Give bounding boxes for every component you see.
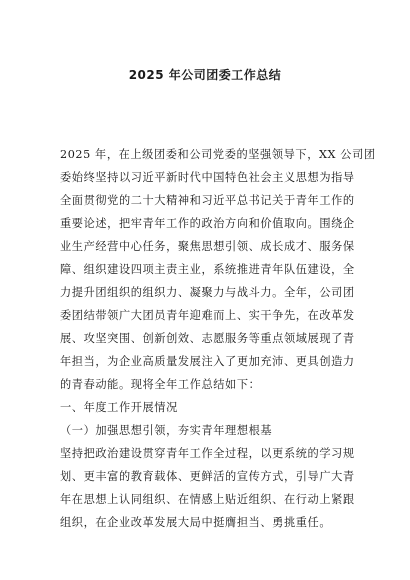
paragraph-line: 划、更丰富的教育载体、更鲜活的宣传方式，引导广大青 [60, 470, 355, 483]
paragraph-line: 业生产经营中心任务，聚焦思想引领、成长成才、服务保 [60, 240, 355, 253]
paragraph-line: 年担当，为企业高质量发展注入了更加充沛、更具创造力 [60, 355, 355, 368]
paragraph-line: 坚持把政治建设贯穿青年工作全过程，以更系统的学习规 [60, 447, 355, 460]
paragraph-line: 重要论述，把牢青年工作的政治方向和价值取向。围绕企 [60, 217, 355, 230]
paragraph-line: 2025 年，在上级团委和公司党委的坚强领导下，XX 公司团 [60, 148, 376, 161]
document-title: 2025 年公司团委工作总结 [128, 68, 282, 82]
paragraph-line: 委团结带领广大团员青年迎难而上、实干争先，在改革发 [60, 309, 355, 322]
paragraph-line: 委始终坚持以习近平新时代中国特色社会主义思想为指导 [60, 171, 355, 184]
paragraph-line: 的青春动能。现将全年工作总结如下： [60, 378, 261, 391]
paragraph-intro [60, 143, 376, 534]
paragraph-line: 障、组织建设四项主责主业，系统推进青年队伍建设，全 [60, 263, 355, 276]
paragraph-line: 力提升团组织的组织力、凝聚力与战斗力。全年，公司团 [60, 286, 355, 299]
paragraph-line: 组织，在企业改革发展大局中挺膺担当、勇挑重任。 [60, 516, 332, 529]
subsection-heading: （一）加强思想引领，夯实青年理想根基 [60, 424, 273, 437]
paragraph-line: 展、攻坚突围、创新创效、志愿服务等重点领域展现了青 [60, 332, 355, 345]
paragraph-line: 全面贯彻党的二十大精神和习近平总书记关于青年工作的 [60, 194, 355, 207]
section-heading: 一、年度工作开展情况 [60, 401, 178, 414]
paragraph-line: 年在思想上认同组织、在情感上贴近组织、在行动上紧跟 [60, 493, 355, 506]
